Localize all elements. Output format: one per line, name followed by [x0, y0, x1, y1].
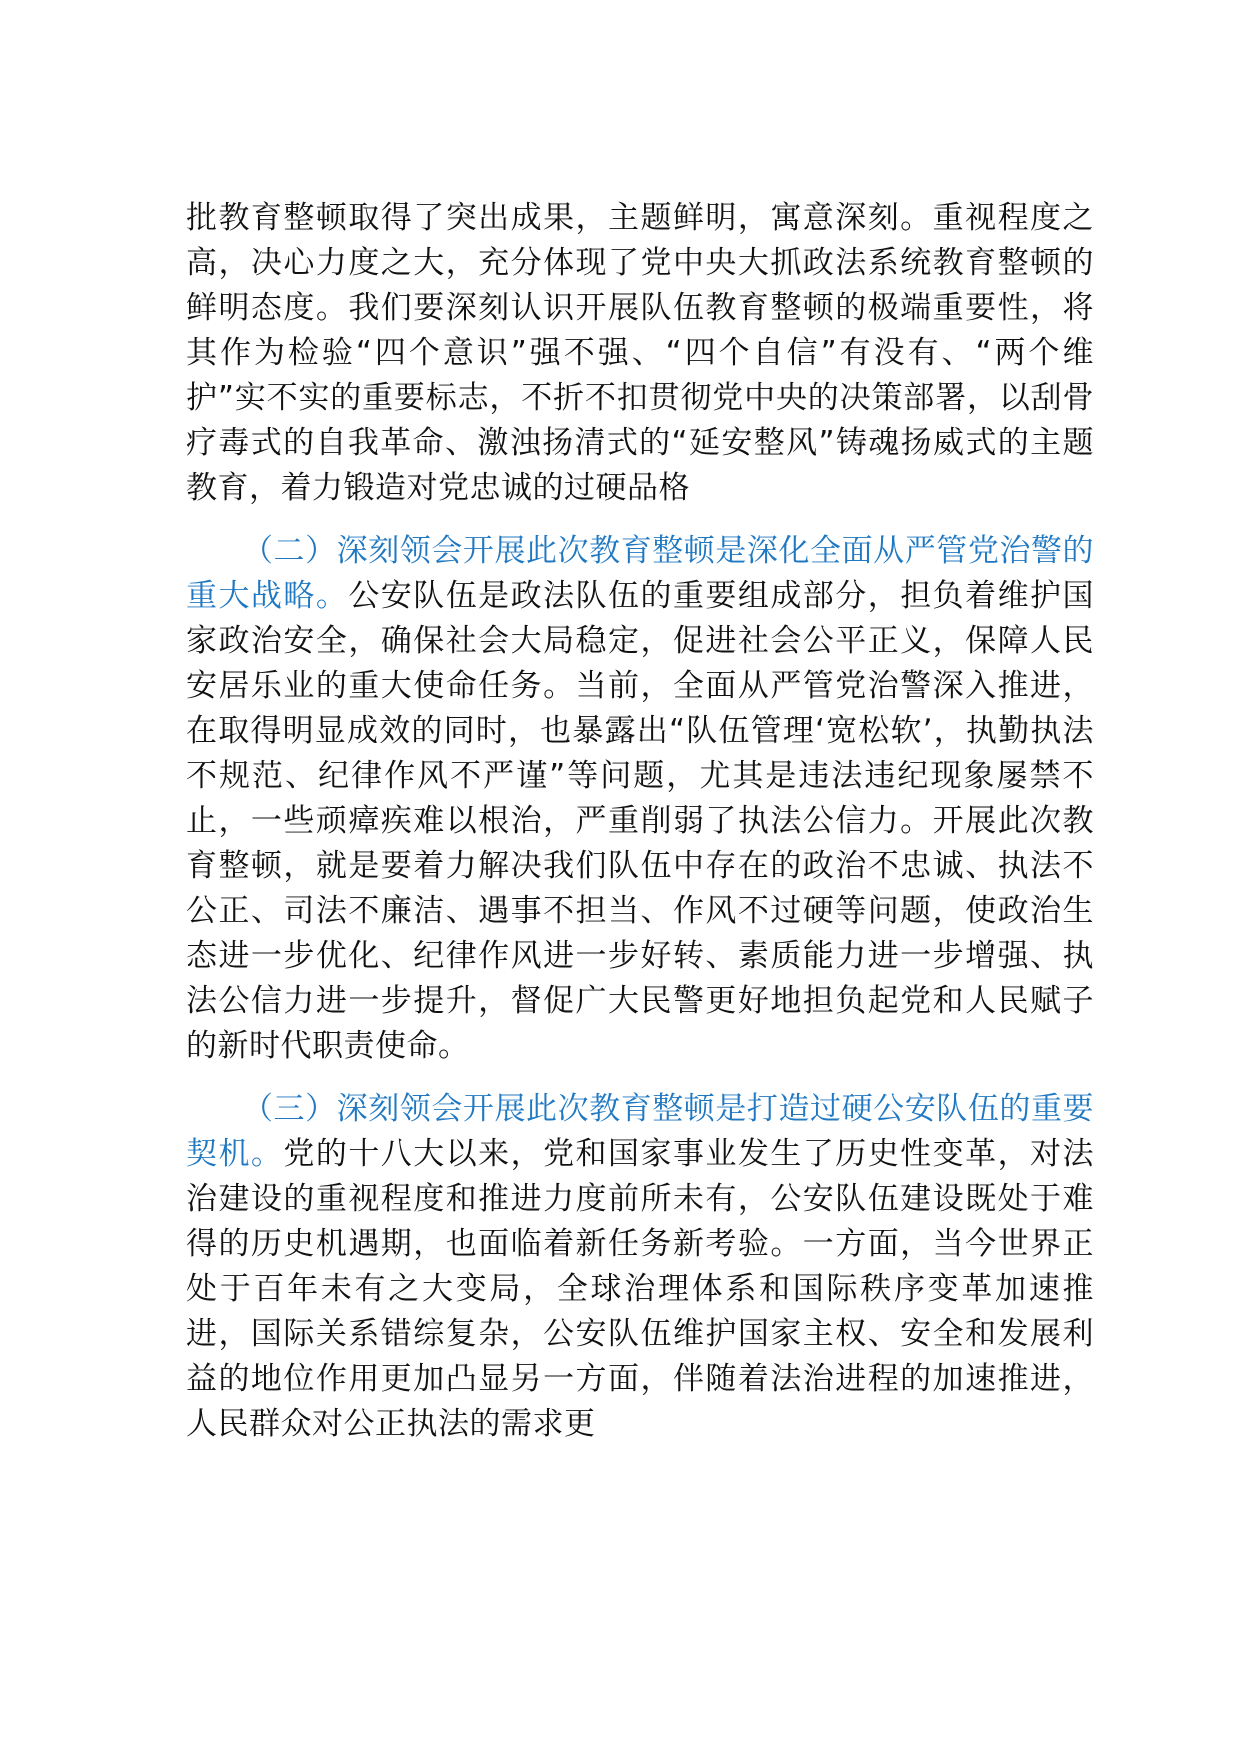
section-2-body: 公安队伍是政法队伍的重要组成部分，担负着维护国家政治安全，确保社会大局稳定，促进社会公平正义，保障人民安居乐业的重大使命任务。当前，全面从严管党治警深入推进，在取得明显成效的同时，也暴露出“队伍管理‘宽松软’，执勤执法不规范、纪律作风不严谨”等问题，尤其是违法违纪现象屡禁不止，一些顽瘴疾难以根治，严重削弱了执法公信力。开展此次教育整顿，就是要着力解决我们队伍中存在的政治不忠诚、执法不公正、司法不廉洁、遇事不担当、作风不过硬等问题，使政治生态进一步优化、纪律作风进一步好转、素质能力进一步增强、执法公信力进一步提升，督促广大民警更好地担负起党和人民赋子的新时代职责使命。 [186, 578, 1095, 1064]
section-2-heading: （二）深刻领会开展此次教育整顿是深化全面从严管党治警的重大战略。 [186, 533, 1094, 614]
paragraph-section-2 [186, 529, 1094, 1069]
paragraph-section-3 [186, 1087, 1094, 1447]
paragraph-1-body: 批教育整顿取得了突出成果，主题鲜明，寓意深刻。重视程度之高，决心力度之大，充分体现了党中央大抓政法系统教育整顿的鲜明态度。我们要深刻认识开展队伍教育整顿的极端重要性，将其作为检验“四个意识”强不强、“四个自信”有没有、“两个维护”实不实的重要标志，不折不扣贯彻党中央的决策部署，以刮骨疗毒式的自我革命、激浊扬清式的“延安整风”铸魂扬威式的主题教育，着力锻造对党忠诚的过硬品格 [186, 200, 1094, 506]
paragraph-continuation [186, 196, 1094, 511]
section-3-heading: （三）深刻领会开展此次教育整顿是打造过硬公安队伍的重要契机。 [186, 1091, 1094, 1172]
section-3-body: 党的十八大以来，党和国家事业发生了历史性变革，对法治建设的重视程度和推进力度前所未有，公安队伍建设既处于难得的历史机遇期，也面临着新任务新考验。一方面，当今世界正处于百年未有之大变局，全球治理体系和国际秩序变革加速推进，国际关系错综复杂，公安队伍维护国家主权、安全和发展利益的地位作用更加凸显另一方面，伴随着法治进程的加速推进，人民群众对公正执法的需求更 [186, 1136, 1094, 1442]
document-page [186, 196, 1094, 1465]
